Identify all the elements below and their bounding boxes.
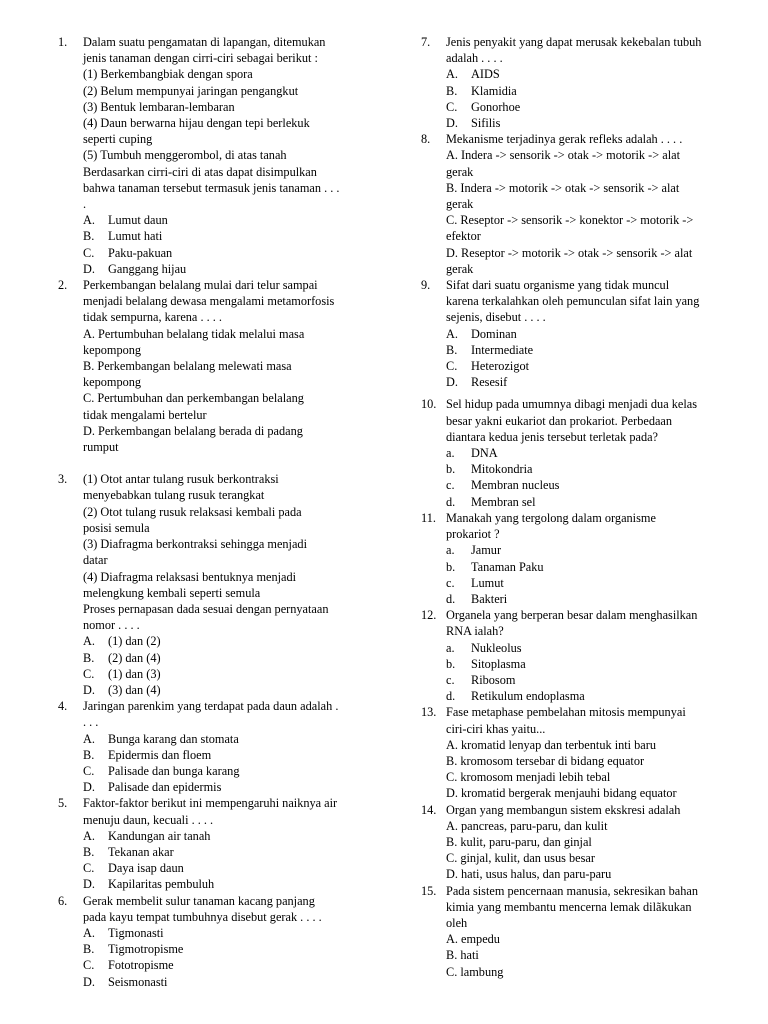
question-number: 11. — [421, 510, 436, 525]
answer-option — [83, 941, 358, 957]
question-text-line: Organ yang membangun sistem ekskresi adalah — [446, 802, 681, 817]
option-text: Sitoplasma — [471, 656, 526, 671]
question-2 — [58, 277, 358, 455]
question-text-line: kepompong — [83, 375, 142, 390]
option-letter: b. — [446, 559, 456, 574]
question-text-line: A. pancreas, paru-paru, dan kulit — [446, 818, 608, 833]
answer-option — [83, 844, 358, 860]
question-text-line: menjadi belalang dewasa mengalami metamorfosis — [83, 294, 335, 309]
option-letter: D. — [83, 877, 95, 892]
option-text: Bunga karang dan stomata — [108, 731, 239, 746]
option-letter: B. — [446, 83, 458, 98]
option-letter: C. — [446, 359, 458, 374]
answer-option — [83, 747, 358, 763]
question-number: 4. — [58, 699, 68, 714]
question-text-line: Sifat dari suatu organisme yang tidak muncul — [446, 278, 670, 293]
question-text-line: kepompong — [83, 342, 142, 357]
question-4 — [58, 698, 358, 795]
option-text: Palisade dan epidermis — [108, 780, 222, 795]
question-text-line: D. Reseptor -> motorik -> otak -> sensorik -> alat — [446, 245, 693, 260]
option-text: Sifilis — [471, 116, 501, 131]
question-text-line: menyebabkan tulang rusuk terangkat — [83, 488, 265, 503]
question-number: 2. — [58, 278, 68, 293]
option-text: Intermediate — [471, 342, 534, 357]
option-text: Retikulum endoplasma — [471, 689, 585, 704]
option-text: Jamur — [471, 543, 502, 558]
option-text: Tigmotropisme — [108, 942, 184, 957]
question-text-line: (1) Berkembangbiak dengan spora — [83, 67, 253, 82]
question-text-line: (3) Bentuk lembaran-lembaran — [83, 99, 235, 114]
option-letter: A. — [446, 67, 458, 82]
option-letter: D. — [83, 682, 95, 697]
option-letter: A. — [83, 731, 95, 746]
answer-option — [446, 672, 721, 688]
option-letter: c. — [446, 575, 455, 590]
option-letter: A. — [446, 326, 458, 341]
option-letter: C. — [83, 958, 95, 973]
option-text: Daya isap daun — [108, 861, 184, 876]
question-text-line: B. Perkembangan belalang melewati masa — [83, 359, 292, 374]
answer-option — [446, 656, 721, 672]
question-text-line: nomor . . . . — [83, 618, 140, 633]
option-letter: A. — [83, 925, 95, 940]
answer-option — [446, 559, 721, 575]
question-text-line: Mekanisme terjadinya gerak refleks adalah . . . . — [446, 132, 683, 147]
question-text-line: D. hati, usus halus, dan paru-paru — [446, 867, 612, 882]
question-text-line: (3) Diafragma berkontraksi sehingga menjadi — [83, 537, 307, 552]
option-text: Dominan — [471, 326, 517, 341]
option-text: Tigmonasti — [108, 925, 164, 940]
question-3 — [58, 471, 358, 698]
question-text-line: posisi semula — [83, 520, 150, 535]
option-letter: B. — [83, 844, 95, 859]
answer-option — [446, 640, 721, 656]
answer-option — [446, 342, 721, 358]
question-text-line: Manakah yang tergolong dalam organisme — [446, 510, 656, 525]
question-text-line: menuju daun, kecuali . . . . — [83, 812, 214, 827]
option-letter: B. — [83, 747, 95, 762]
question-text-line: . . . — [83, 715, 99, 730]
question-12 — [421, 607, 721, 704]
option-text: DNA — [471, 446, 498, 461]
question-13 — [421, 704, 721, 801]
answer-option — [83, 245, 358, 261]
answer-option — [446, 115, 721, 131]
option-text: Gonorhoe — [471, 99, 521, 114]
question-text-line: bahwa tanaman tersebut termasuk jenis tanaman . . . — [83, 180, 340, 195]
question-number: 6. — [58, 893, 68, 908]
option-letter: D. — [83, 261, 95, 276]
option-letter: a. — [446, 640, 455, 655]
question-5 — [58, 795, 358, 892]
answer-option — [446, 99, 721, 115]
option-text: Resesif — [471, 375, 508, 390]
option-letter: B. — [446, 342, 458, 357]
option-text: Bakteri — [471, 591, 508, 606]
option-letter: D. — [446, 116, 458, 131]
option-text: Tanaman Paku — [471, 559, 544, 574]
question-text-line: diantara kedua jenis tersebut terletak pada? — [446, 429, 659, 444]
question-number: 7. — [421, 35, 431, 49]
question-text-line: C. lambung — [446, 964, 504, 979]
question-text-line: Faktor-faktor berikut ini mempengaruhi naiknya air — [83, 796, 338, 811]
answer-option — [83, 682, 358, 698]
question-number: 3. — [58, 472, 68, 487]
question-text-line: Jenis penyakit yang dapat merusak kekebalan tubuh — [446, 35, 702, 49]
answer-option — [83, 261, 358, 277]
answer-option — [83, 763, 358, 779]
answer-option — [83, 957, 358, 973]
option-text: Membran sel — [471, 494, 536, 509]
option-text: Mitokondria — [471, 462, 533, 477]
question-text-line: seperti cuping — [83, 132, 153, 147]
option-text: Lumut daun — [108, 213, 168, 228]
option-letter: c. — [446, 672, 455, 687]
question-text-line: (4) Diafragma relaksasi bentuknya menjadi — [83, 569, 297, 584]
answer-option — [446, 575, 721, 591]
question-text-line: sejenis, disebut . . . . — [446, 310, 546, 325]
option-letter: a. — [446, 543, 455, 558]
question-text-line: C. ginjal, kulit, dan usus besar — [446, 851, 595, 866]
question-text-line: Sel hidup pada umumnya dibagi menjadi dua kelas — [446, 397, 698, 412]
option-text: (3) dan (4) — [108, 682, 161, 697]
question-text-line: B. Indera -> motorik -> otak -> sensorik -> alat — [446, 180, 680, 195]
question-number: 15. — [421, 883, 437, 898]
option-text: Ribosom — [471, 672, 516, 687]
answer-option — [83, 779, 358, 795]
option-letter: C. — [83, 666, 95, 681]
option-text: Seismonasti — [108, 974, 168, 989]
answer-option — [446, 66, 721, 82]
option-letter: B. — [83, 650, 95, 665]
question-text-line: (1) Otot antar tulang rusuk berkontraksi — [83, 472, 279, 487]
option-text: Kandungan air tanah — [108, 828, 211, 843]
spacer — [58, 455, 358, 471]
question-text-line: karena terkalahkan oleh pemunculan sifat lain yang — [446, 294, 700, 309]
question-text-line: C. Reseptor -> sensorik -> konektor -> motorik -> — [446, 213, 694, 228]
option-letter: d. — [446, 591, 456, 606]
option-letter: a. — [446, 446, 455, 461]
option-letter: A. — [83, 634, 95, 649]
option-letter: D. — [446, 375, 458, 390]
option-text: AIDS — [471, 67, 500, 82]
question-text-line: Fase metaphase pembelahan mitosis mempunyai — [446, 705, 686, 720]
question-text-line: Proses pernapasan dada sesuai dengan pernyataan — [83, 601, 329, 616]
option-letter: d. — [446, 494, 456, 509]
question-text-line: Pada sistem pencernaan manusia, sekresikan bahan — [446, 883, 698, 898]
question-text-line: gerak — [446, 197, 474, 212]
option-text: (2) dan (4) — [108, 650, 161, 665]
answer-option — [446, 688, 721, 704]
question-number: 8. — [421, 132, 431, 147]
question-text-line: pada kayu tempat tumbuhnya disebut gerak . . . . — [83, 909, 322, 924]
question-text-line: A. empedu — [446, 932, 500, 947]
option-text: Epidermis dan floem — [108, 747, 212, 762]
question-text-line: Berdasarkan cirri-ciri di atas dapat disimpulkan — [83, 164, 317, 179]
question-text-line: melengkung kembali seperti semula — [83, 585, 261, 600]
question-text-line: tidak mengalami bertelur — [83, 407, 207, 422]
question-14 — [421, 802, 721, 883]
option-letter: A. — [83, 828, 95, 843]
answer-option — [83, 876, 358, 892]
option-letter: C. — [83, 763, 95, 778]
question-text-line: rumput — [83, 440, 119, 455]
right-column — [421, 34, 721, 980]
question-number: 5. — [58, 796, 68, 811]
option-text: Membran nucleus — [471, 478, 560, 493]
question-number: 14. — [421, 802, 437, 817]
answer-option — [446, 591, 721, 607]
question-text-line: adalah . . . . — [446, 51, 503, 66]
left-column — [58, 34, 358, 990]
question-text-line: A. Indera -> sensorik -> otak -> motorik -> alat — [446, 148, 680, 163]
question-text-line: B. kromosom tersebar di bidang equator — [446, 753, 645, 768]
option-letter: b. — [446, 656, 456, 671]
question-text-line: kimia yang membantu mencerna lemak dilãkukan — [446, 899, 692, 914]
answer-option — [446, 494, 721, 510]
question-text-line: Organela yang berperan besar dalam menghasilkan — [446, 608, 698, 623]
answer-option — [446, 374, 721, 390]
question-text-line: A. Pertumbuhan belalang tidak melalui masa — [83, 326, 305, 341]
option-text: Nukleolus — [471, 640, 522, 655]
question-text-line: (2) Belum mempunyai jaringan pengangkut — [83, 83, 299, 98]
question-text-line: . — [83, 197, 87, 212]
option-text: Klamidia — [471, 83, 517, 98]
question-1 — [58, 34, 358, 277]
answer-option — [446, 326, 721, 342]
answer-option — [446, 461, 721, 477]
option-text: (1) dan (3) — [108, 666, 161, 681]
question-text-line: (2) Otot tulang rusuk relaksasi kembali pada — [83, 504, 302, 519]
answer-option — [446, 358, 721, 374]
question-text-line: RNA ialah? — [446, 624, 504, 639]
question-text-line: Perkembangan belalang mulai dari telur sampai — [83, 278, 318, 293]
question-text-line: D. kromatid bergerak menjauhi bidang equator — [446, 786, 677, 801]
option-letter: B. — [83, 229, 95, 244]
question-number: 12. — [421, 608, 437, 623]
question-text-line: C. kromosom menjadi lebih tebal — [446, 770, 611, 785]
option-text: Palisade dan bunga karang — [108, 763, 240, 778]
answer-option — [83, 212, 358, 228]
option-letter: C. — [83, 861, 95, 876]
answer-option — [83, 731, 358, 747]
question-number: 9. — [421, 278, 431, 293]
option-text: Paku-pakuan — [108, 245, 173, 260]
option-letter: D. — [83, 780, 95, 795]
option-letter: d. — [446, 689, 456, 704]
question-text-line: tidak sempurna, karena . . . . — [83, 310, 222, 325]
question-number: 13. — [421, 705, 437, 720]
option-text: Kapilaritas pembuluh — [108, 877, 215, 892]
option-text: Heterozigot — [471, 359, 530, 374]
question-text-line: jenis tanaman dengan cirri-ciri sebagai berikut : — [83, 51, 318, 66]
question-text-line: ciri-ciri khas yaitu... — [446, 721, 546, 736]
question-8 — [421, 131, 721, 277]
option-letter: c. — [446, 478, 455, 493]
question-text-line: (5) Tumbuh menggerombol, di atas tanah — [83, 148, 287, 163]
answer-option — [446, 477, 721, 493]
question-text-line: A. kromatid lenyap dan terbentuk inti baru — [446, 737, 657, 752]
answer-option — [446, 542, 721, 558]
option-letter: B. — [83, 942, 95, 957]
answer-option — [446, 445, 721, 461]
option-letter: C. — [83, 245, 95, 260]
answer-option — [83, 633, 358, 649]
question-text-line: (4) Daun berwarna hijau dengan tepi berlekuk — [83, 116, 310, 131]
question-text-line: datar — [83, 553, 108, 568]
question-text-line: B. hati — [446, 948, 479, 963]
option-letter: C. — [446, 99, 458, 114]
option-letter: b. — [446, 462, 456, 477]
question-text-line: Dalam suatu pengamatan di lapangan, ditemukan — [83, 35, 326, 49]
answer-option — [83, 860, 358, 876]
question-text-line: B. kulit, paru-paru, dan ginjal — [446, 834, 592, 849]
question-text-line: efektor — [446, 229, 481, 244]
question-number: 10. — [421, 397, 437, 412]
question-6 — [58, 893, 358, 990]
question-11 — [421, 510, 721, 607]
question-7 — [421, 34, 721, 131]
answer-option — [83, 828, 358, 844]
option-text: Fototropisme — [108, 958, 174, 973]
question-text-line: gerak — [446, 164, 474, 179]
answer-option — [446, 83, 721, 99]
answer-option — [83, 650, 358, 666]
question-15 — [421, 883, 721, 980]
option-text: Tekanan akar — [108, 844, 174, 859]
option-letter: D. — [83, 974, 95, 989]
question-text-line: prokariot ? — [446, 527, 500, 542]
option-text: Ganggang hijau — [108, 261, 187, 276]
answer-option — [83, 666, 358, 682]
question-text-line: Jaringan parenkim yang terdapat pada daun adalah . — [83, 699, 339, 714]
answer-option — [83, 974, 358, 990]
option-text: Lumut — [471, 575, 504, 590]
question-text-line: besar yakni eukariot dan prokariot. Perbedaan — [446, 413, 673, 428]
question-number: 1. — [58, 35, 68, 49]
question-text-line: D. Perkembangan belalang berada di padang — [83, 423, 303, 438]
question-text-line: Gerak membelit sulur tanaman kacang panjang — [83, 893, 315, 908]
question-text-line: C. Pertumbuhan dan perkembangan belalang — [83, 391, 304, 406]
question-9 — [421, 277, 721, 390]
question-10 — [421, 396, 721, 509]
option-letter: A. — [83, 213, 95, 228]
option-text: (1) dan (2) — [108, 634, 161, 649]
answer-option — [83, 925, 358, 941]
question-text-line: oleh — [446, 915, 468, 930]
answer-option — [83, 228, 358, 244]
option-text: Lumut hati — [108, 229, 163, 244]
question-text-line: gerak — [446, 261, 474, 276]
